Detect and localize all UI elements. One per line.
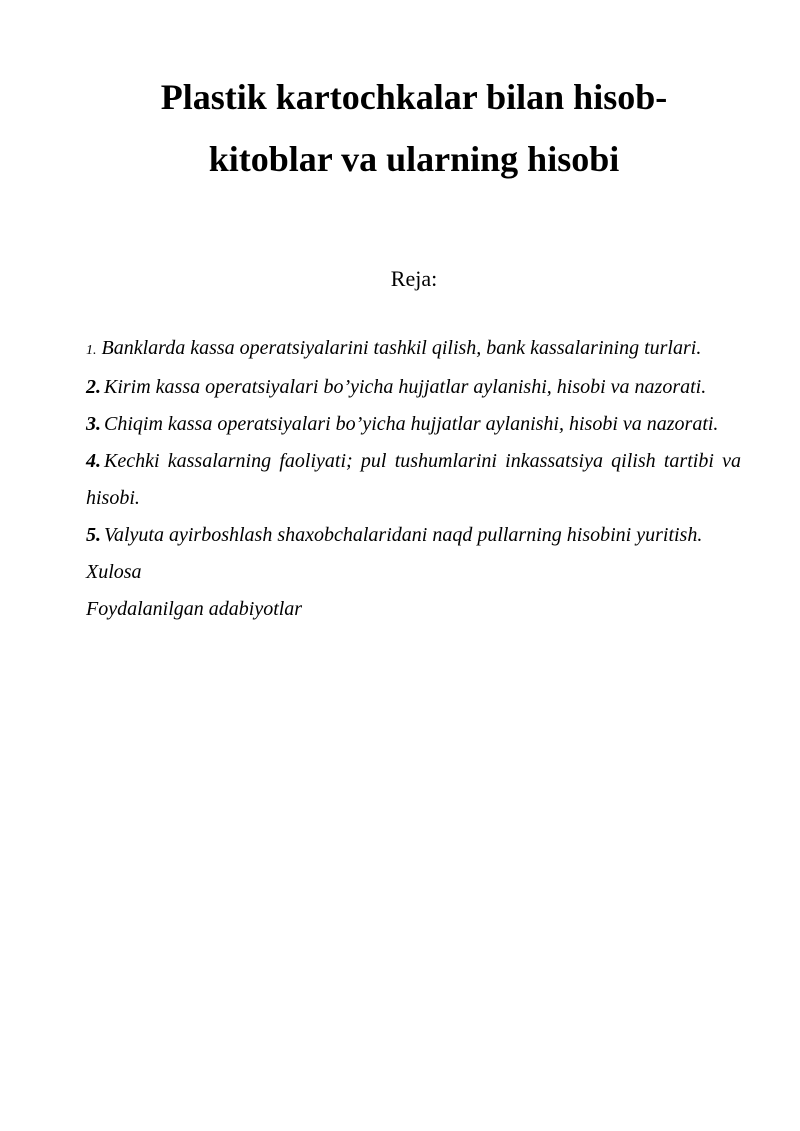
plan-item-4 [86, 443, 741, 517]
title-line-1: Plastik kartochkalar bilan hisob- [160, 77, 668, 117]
plan-item-number: 3. [86, 413, 101, 435]
plan-item-5 [86, 517, 741, 554]
plan-list [86, 330, 741, 628]
references-item: Foydalanilgan adabiyotlar [86, 598, 303, 620]
plan-item-number: 2. [86, 376, 101, 398]
plan-item-text: Chiqim kassa operatsiyalari bo’yicha hujjatlar aylanishi, hisobi va nazorati. [104, 413, 719, 435]
conclusion-item: Xulosa [86, 561, 142, 583]
plan-item-1 [86, 330, 741, 369]
document-title [60, 66, 768, 190]
plan-heading: Reja: [390, 266, 438, 291]
plan-item-text: Valyuta ayirboshlash shaxobchalaridani naqd pullarning hisobini yuritish. [104, 524, 703, 546]
plan-item-2 [86, 369, 741, 406]
plan-item-number: 4. [86, 450, 101, 472]
plan-item-number: 5. [86, 524, 101, 546]
plan-item-3 [86, 406, 741, 443]
plan-item-number: 1. [86, 343, 97, 358]
plan-item-text: Kechki kassalarning faoliyati; pul tushumlarini inkassatsiya qilish tartibi va hisobi. [86, 450, 741, 509]
plan-item-text: Kirim kassa operatsiyalari bo’yicha hujjatlar aylanishi, hisobi va nazorati. [104, 376, 707, 398]
plan-item-text: Banklarda kassa operatsiyalarini tashkil qilish, bank kassalarining turlari. [101, 337, 702, 359]
title-line-2: kitoblar va ularning hisobi [208, 139, 620, 179]
